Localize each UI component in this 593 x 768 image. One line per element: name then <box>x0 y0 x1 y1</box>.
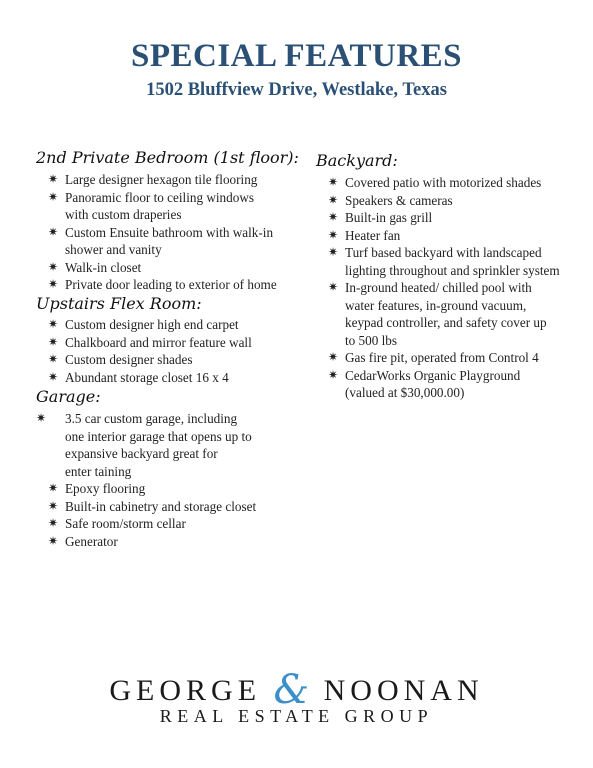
feature-item-bedroom: with custom draperies <box>65 207 182 222</box>
feature-item-garage: one interior garage that opens up to <box>65 428 252 444</box>
feature-item-garage: Epoxy flooring <box>65 481 146 496</box>
bullet-star-icon: ✷ <box>48 533 59 548</box>
property-address: 1502 Bluffview Drive, Westlake, Texas <box>146 80 447 100</box>
feature-item-bedroom: shower and vanity <box>65 242 162 257</box>
feature-item-backyard: (valued at $30,000.00) <box>345 385 465 400</box>
bullet-star-icon: ✷ <box>48 189 59 204</box>
bullet-star-icon: ✷ <box>48 516 59 530</box>
feature-item-backyard: keypad controller, and safety cover up <box>345 315 547 330</box>
feature-item-backyard: Built-in gas grill <box>345 210 433 225</box>
company-logo <box>0 664 593 713</box>
feature-item-backyard: Covered patio with motorized shades <box>345 175 542 190</box>
feature-item-bedroom: Large designer hexagon tile flooring <box>65 172 258 187</box>
feature-item-backyard: Speakers & cameras <box>345 192 453 208</box>
bullet-star-icon: ✷ <box>328 227 339 242</box>
feature-item-backyard: to 500 lbs <box>345 332 398 348</box>
bullet-star-icon: ✷ <box>48 259 59 274</box>
section-heading-garage: Garage: <box>36 387 101 406</box>
feature-item-backyard: Heater fan <box>345 227 401 243</box>
feature-item-garage: enter taining <box>65 463 132 479</box>
feature-item-bedroom: Walk-in closet <box>65 259 142 275</box>
feature-item-garage: Built-in cabinetry and storage closet <box>65 498 257 514</box>
bullet-star-icon: ✷ <box>328 280 339 294</box>
feature-item-backyard: CedarWorks Organic Playground <box>345 367 521 383</box>
bullet-star-icon: ✷ <box>48 498 59 513</box>
feature-item-bedroom: Custom Ensuite bathroom with walk-in <box>65 224 274 240</box>
logo-tagline: REAL ESTATE GROUP <box>159 706 434 726</box>
feature-item-flex: Chalkboard and mirror feature wall <box>65 334 252 350</box>
bullet-star-icon: ✷ <box>36 411 47 425</box>
feature-item-backyard: Gas fire pit, operated from Control 4 <box>345 350 539 365</box>
bullet-star-icon: ✷ <box>328 245 339 259</box>
feature-item-flex: Abundant storage closet 16 x 4 <box>65 369 229 385</box>
feature-item-garage: Safe room/storm cellar <box>65 516 186 531</box>
bullet-star-icon: ✷ <box>328 192 339 207</box>
feature-item-backyard: In-ground heated/ chilled pool with <box>345 280 532 295</box>
feature-item-flex: Custom designer high end carpet <box>65 317 239 332</box>
bullet-star-icon: ✷ <box>328 350 339 364</box>
feature-item-backyard: lighting throughout and sprinkler system <box>345 262 560 278</box>
bullet-star-icon: ✷ <box>48 172 59 186</box>
section-heading-bedroom: 2nd Private Bedroom (1st floor): <box>36 148 299 167</box>
feature-item-garage: Generator <box>65 533 118 549</box>
page-title: SPECIAL FEATURES <box>130 38 463 74</box>
logo-name-george: GEORGE <box>109 674 262 707</box>
logo-name-noonan: NOONAN <box>323 674 484 707</box>
bullet-star-icon: ✷ <box>328 367 339 382</box>
bullet-star-icon: ✷ <box>328 175 339 189</box>
bullet-star-icon: ✷ <box>328 210 339 224</box>
bullet-star-icon: ✷ <box>48 369 59 384</box>
bullet-star-icon: ✷ <box>48 334 59 349</box>
feature-item-backyard: water features, in-ground vacuum, <box>345 297 527 313</box>
feature-item-garage: 3.5 car custom garage, including <box>65 411 238 426</box>
feature-item-backyard: Turf based backyard with landscaped <box>345 245 542 260</box>
bullet-star-icon: ✷ <box>48 277 59 291</box>
section-heading-flex: Upstairs Flex Room: <box>36 294 202 313</box>
feature-item-garage: expansive backyard great for <box>65 446 218 461</box>
feature-item-bedroom: Private door leading to exterior of home <box>65 277 277 292</box>
bullet-star-icon: ✷ <box>48 317 59 331</box>
logo-ampersand: & <box>273 667 312 713</box>
section-heading-backyard: Backyard: <box>316 151 398 170</box>
bullet-star-icon: ✷ <box>48 352 59 366</box>
feature-item-bedroom: Panoramic floor to ceiling windows <box>65 189 254 205</box>
bullet-star-icon: ✷ <box>48 481 59 495</box>
feature-item-flex: Custom designer shades <box>65 352 193 367</box>
bullet-star-icon: ✷ <box>48 224 59 239</box>
